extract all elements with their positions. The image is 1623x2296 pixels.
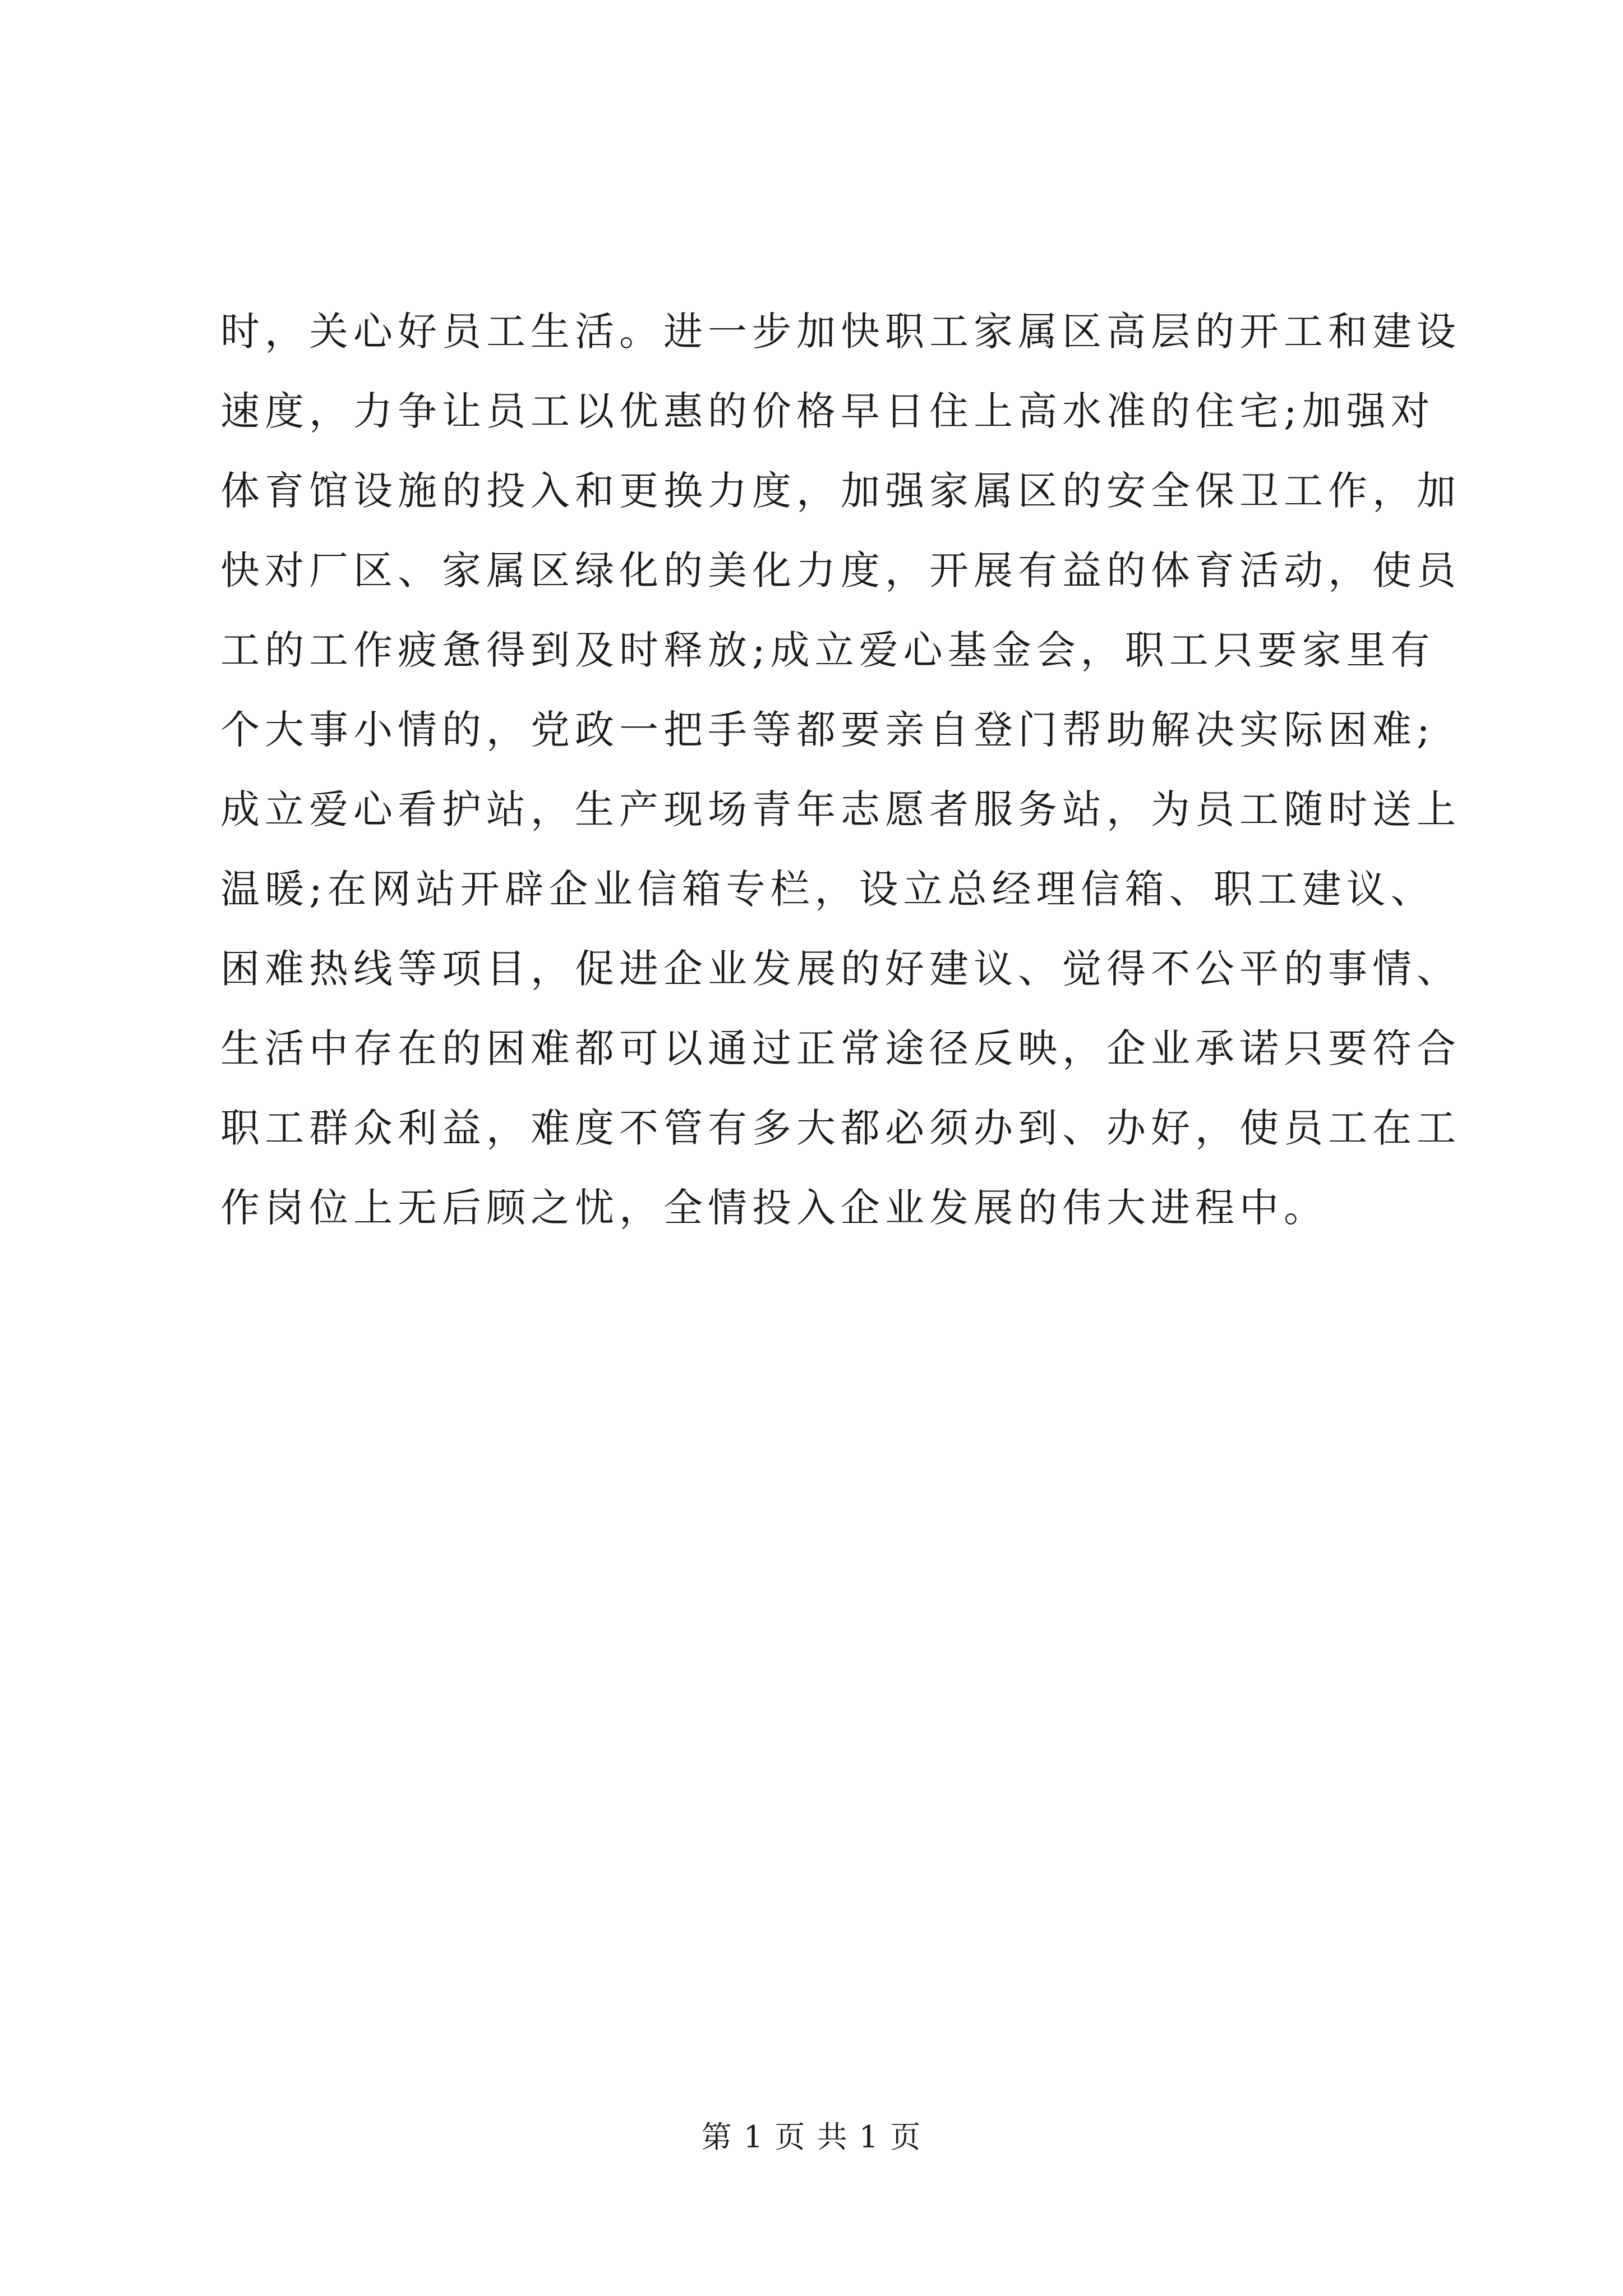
text-line: 生活中存在的困难都可以通过正常途径反映，企业承诺只要符合 [220,1025,1461,1071]
body-paragraph [220,292,1461,1248]
text-line: 体育馆设施的投入和更换力度，加强家属区的安全保卫工作，加 [220,468,1461,514]
page-footer: 第 1 页 共 1 页 [701,2119,922,2155]
text-line: 速度，力争让员工以优惠的价格早日住上高水准的住宅;加强对 [220,388,1435,434]
text-line: 工的工作疲惫得到及时释放;成立爱心基金会，职工只要家里有 [220,627,1435,673]
text-line: 温暖;在网站开辟企业信箱专栏，设立总经理信箱、职工建议、 [220,866,1435,912]
text-line: 职工群众利益，难度不管有多大都必须办到、办好，使员工在工 [220,1105,1461,1151]
text-line: 个大事小情的，党政一把手等都要亲自登门帮助解决实际困难; [220,707,1435,753]
text-line: 成立爱心看护站，生产现场青年志愿者服务站，为员工随时送上 [220,786,1461,832]
text-line: 时，关心好员工生活。进一步加快职工家属区高层的开工和建设 [220,309,1461,355]
text-line: 快对厂区、家属区绿化的美化力度，开展有益的体育活动，使员 [220,547,1461,593]
text-line: 作岗位上无后顾之忧，全情投入企业发展的伟大进程中。 [220,1185,1328,1231]
text-line: 困难热线等项目，促进企业发展的好建议、觉得不公平的事情、 [220,946,1461,992]
